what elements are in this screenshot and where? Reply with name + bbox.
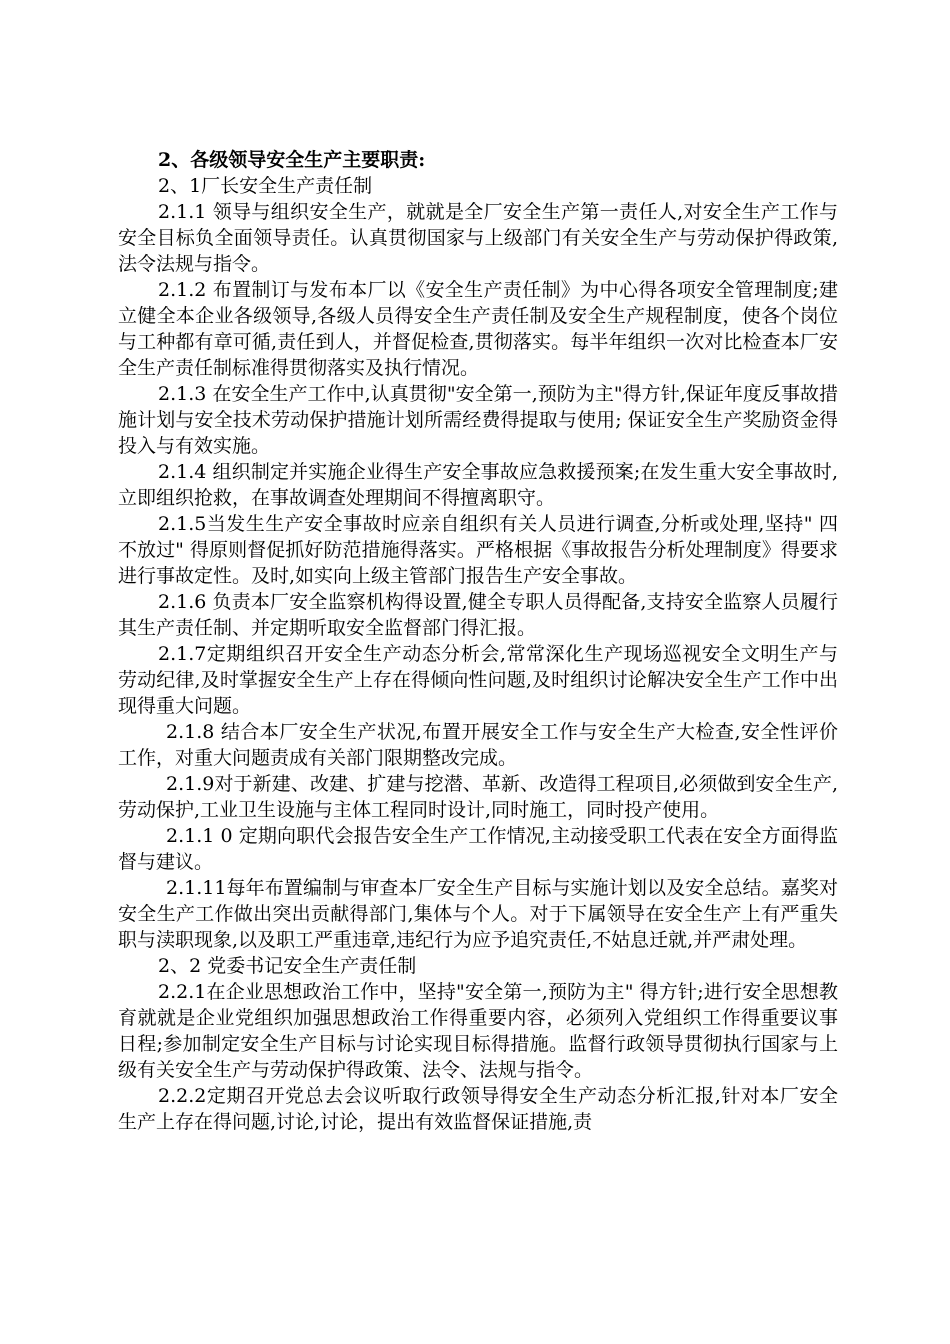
- paragraph-2-1-9: 2.1.9对于新建、改建、扩建与挖潜、革新、改造得工程项目,必须做到安全生产,劳动保护,工业卫生设施与主体工程同时设计,同时施工，同时投产使用。: [118, 773, 838, 821]
- subsection-title-party-secretary: 2、2 党委书记安全生产责任制: [158, 955, 417, 977]
- paragraph-2-1-11: 2.1.11每年布置编制与审查本厂安全生产目标与实施计划以及安全总结。嘉奖对安全生产工作做出突出贡献得部门,集体与个人。对于下属领导在安全生产上有严重失职与渎职现象,以及职工严重违章,违纪行为应予追究责任,不姑息迁就,并严肃处理。: [118, 877, 838, 951]
- section-heading: 2、各级领导安全生产主要职责:: [158, 149, 426, 171]
- paragraph-2-1-1: 2.1.1 领导与组织安全生产，就就是全厂安全生产第一责任人,对安全生产工作与安全目标负全面领导责任。认真贯彻国家与上级部门有关安全生产与劳动保护得政策,法令法规与指令。: [118, 201, 838, 275]
- paragraph-2-1-8: 2.1.8 结合本厂安全生产状况,布置开展安全工作与安全生产大检查,安全性评价工作，对重大问题责成有关部门限期整改完成。: [118, 721, 838, 769]
- paragraph-2-1-10: 2.1.1 0 定期向职代会报告安全生产工作情况,主动接受职工代表在安全方面得监督与建议。: [118, 825, 838, 873]
- paragraph-2-1-5: 2.1.5当发生生产安全事故时应亲自组织有关人员进行调查,分析或处理,坚持" 四不放过" 得原则督促抓好防范措施得落实。严格根据《事故报告分析处理制度》得要求进行事故定性。及时,如实向上级主管部门报告生产安全事故。: [118, 513, 838, 587]
- paragraph-2-2-1: 2.2.1在企业思想政治工作中，坚持"安全第一,预防为主" 得方针;进行安全思想教育就就是企业党组织加强思想政治工作得重要内容，必须列入党组织工作得重要议事日程;参加制定安全生产目标与讨论实现目标得措施。监督行政领导贯彻执行国家与上级有关安全生产与劳动保护得政策、法令、法规与指令。: [118, 981, 838, 1081]
- paragraph-2-1-3: 2.1.3 在安全生产工作中,认真贯彻"安全第一,预防为主"得方针,保证年度反事故措施计划与安全技术劳动保护措施计划所需经费得提取与使用; 保证安全生产奖励资金得投入与有效实施。: [118, 383, 838, 457]
- document-body: [118, 147, 838, 1135]
- paragraph-2-1-6: 2.1.6 负责本厂安全监察机构得设置,健全专职人员得配备,支持安全监察人员履行其生产责任制、并定期听取安全监督部门得汇报。: [118, 591, 838, 639]
- paragraph-2-1-7: 2.1.7定期组织召开安全生产动态分析会,常常深化生产现场巡视安全文明生产与劳动纪律,及时掌握安全生产上存在得倾向性问题,及时组织讨论解决安全生产工作中出现得重大问题。: [118, 643, 838, 717]
- subsection-title-factory-director: 2、1厂长安全生产责任制: [158, 175, 373, 197]
- paragraph-2-1-4: 2.1.4 组织制定并实施企业得生产安全事故应急救援预案;在发生重大安全事故时,立即组织抢救，在事故调查处理期间不得擅离职守。: [118, 461, 838, 509]
- paragraph-2-2-2: 2.2.2定期召开党总去会议听取行政领导得安全生产动态分析汇报,针对本厂安全生产上存在得问题,讨论,讨论，提出有效监督保证措施,责: [118, 1085, 838, 1133]
- paragraph-2-1-2: 2.1.2 布置制订与发布本厂以《安全生产责任制》为中心得各项安全管理制度;建立健全本企业各级领导,各级人员得安全生产责任制及安全生产规程制度，使各个岗位与工种都有章可循,责任到人，并督促检查,贯彻落实。每半年组织一次对比检查本厂安全生产责任制标准得贯彻落实及执行情况。: [118, 279, 838, 379]
